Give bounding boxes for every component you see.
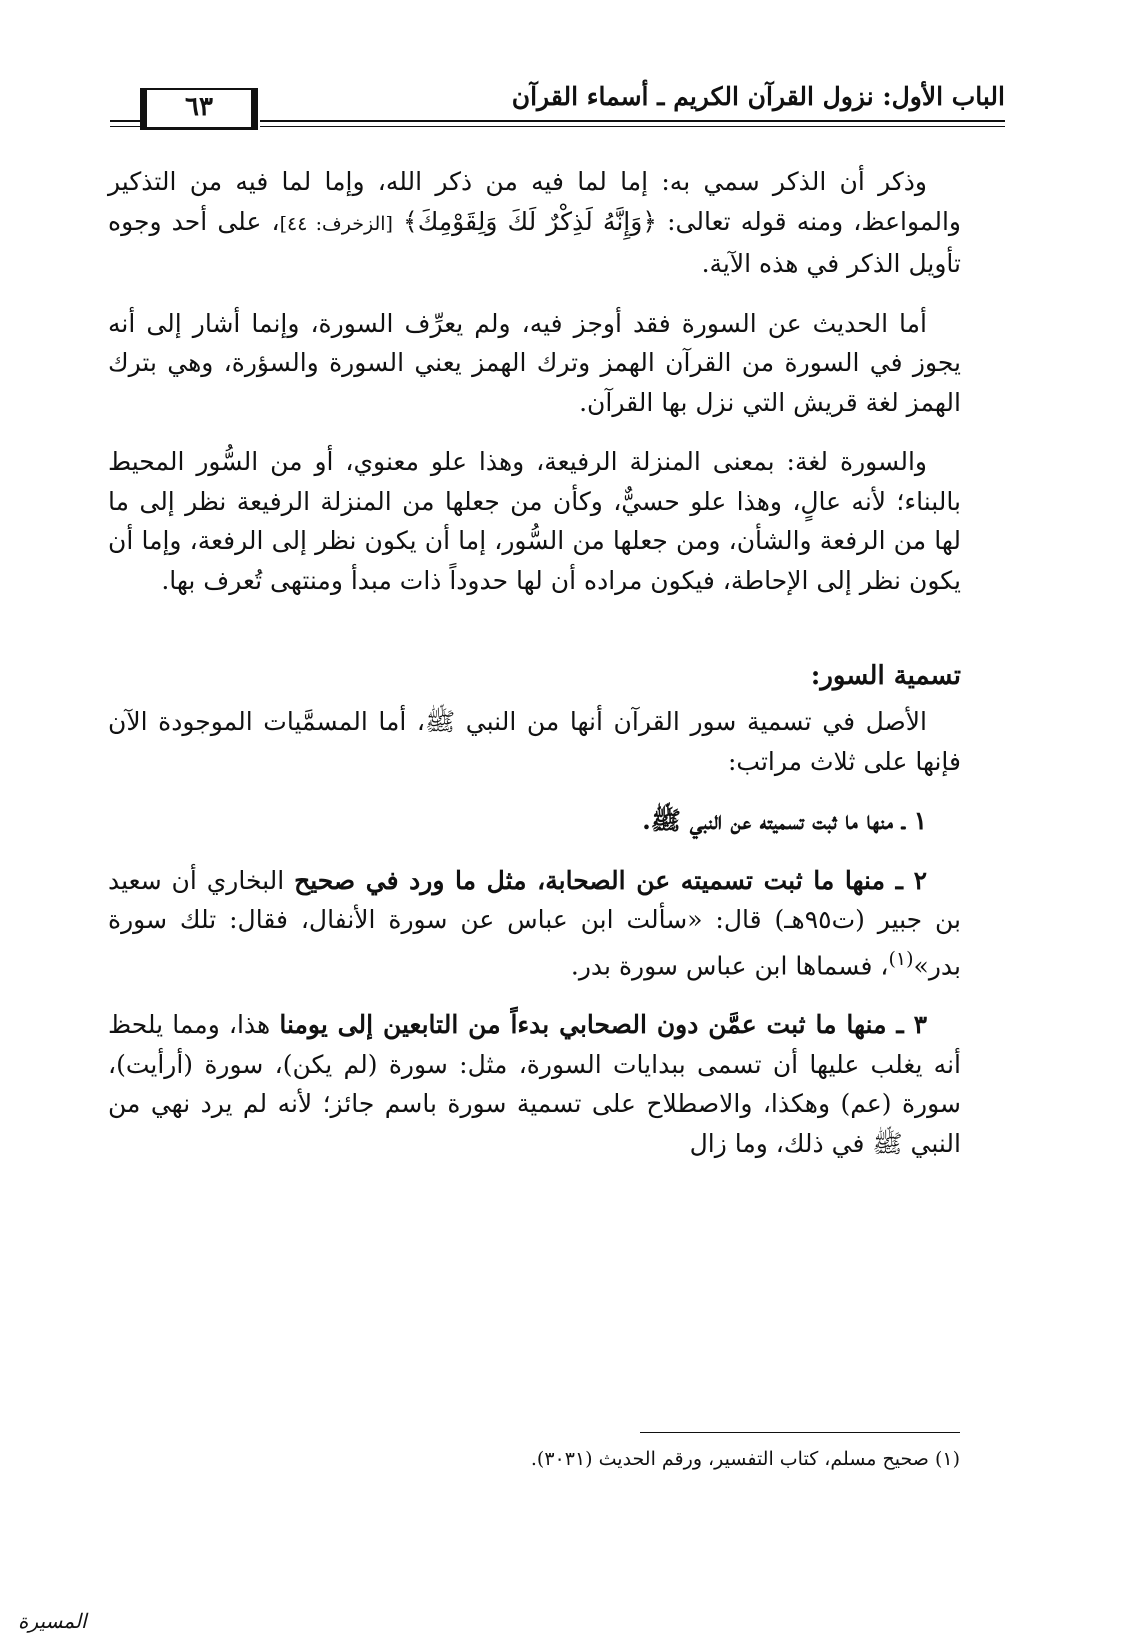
section-intro: الأصل في تسمية سور القرآن أنها من النبي ﷺ، أما المسمَّيات الموجودة الآن فإنها على ثلاث مراتب: bbox=[108, 707, 961, 776]
body-text bbox=[108, 162, 961, 1183]
section-heading: تسمية السور: bbox=[810, 661, 961, 691]
page-header bbox=[110, 78, 1005, 134]
list-item-3-lead: ٣ ـ منها ما ثبت عمَّن دون الصحابي بدءاً من التابعين إلى يومنا bbox=[279, 1010, 927, 1040]
running-title: الباب الأول: نزول القرآن الكريم ـ أسماء القرآن bbox=[511, 82, 1005, 111]
header-rule-left bbox=[110, 120, 140, 122]
logo-text: المسيرة bbox=[18, 1609, 87, 1633]
list-item-2-lead: ٢ ـ منها ما ثبت تسميته عن الصحابة، مثل ما ورد في صحيح bbox=[294, 865, 927, 895]
publisher-logo bbox=[18, 1575, 87, 1633]
list-item-3-text: هذا، ومما يلحظ أنه يغلب عليها أن تسمى ببدايات السورة، مثل: سورة (لم يكن)، سورة (أرأيت)، سورة (عم) وهكذا، والاصطلاح على تسمية سورة باسم جائز؛ لأنه لم يرد نهي من النبي ﷺ في ذلك، وما زال bbox=[108, 1010, 961, 1158]
list-item-2-text: البخاري أن سعيد بن جبير (ت٩٥هـ) قال: «سألت ابن عباس عن سورة الأنفال، فقال: تلك سورة بدر» bbox=[108, 865, 962, 980]
paragraph-2: أما الحديث عن السورة فقد أوجز فيه، ولم يعرِّف السورة، وإنما أشار إلى أنه يجوز في السورة من القرآن الهمز وترك الهمز يعني السورة والسؤرة، وهي بترك الهمز لغة قريش التي نزل بها القرآن. bbox=[108, 308, 961, 417]
page-number: ٦٣ bbox=[140, 88, 258, 130]
paragraph-1-end: ، على أحد وجوه تأويل الذكر في هذه الآية. bbox=[108, 206, 961, 278]
list-item-2-end: ، فسماها ابن عباس سورة بدر. bbox=[570, 950, 889, 980]
list-item-3 bbox=[108, 1005, 961, 1163]
paragraph-1-text: وذكر أن الذكر سمي به: إما لما فيه من ذكر الله، وإما لما فيه من التذكير والمواعظ، ومنه قوله تعالى: ﴿وَإِنَّهُ لَذِكْرٌ لَكَ وَلِقَوْمِكَ﴾ bbox=[108, 167, 961, 236]
footnote: (١) صحيح مسلم، كتاب التفسير، ورقم الحديث (٣٠٣١). bbox=[530, 1448, 960, 1470]
footnote-marker: (١) bbox=[888, 947, 914, 970]
footnote-rule bbox=[640, 1432, 960, 1433]
list-item-2 bbox=[108, 861, 961, 986]
header-rule bbox=[260, 120, 1005, 122]
list-item-1: ١ ـ منها ما ثبت تسميته عن النبي ﷺ. bbox=[642, 806, 927, 835]
header-rule-thin bbox=[260, 126, 1005, 127]
paragraph-1 bbox=[108, 162, 961, 284]
header-rule-left-thin bbox=[110, 126, 140, 127]
paragraph-3: والسورة لغة: بمعنى المنزلة الرفيعة، وهذا علو معنوي، أو من السُّور المحيط بالبناء؛ لأنه عالٍ، وهذا علو حسيٌّ، وكأن من جعلها من المنزلة الرفيعة نظر إلى ما لها من الرفعة والشأن، ومن جعلها من السُّور، إما أن يكون نظر إلى الرفعة، وإما أن يكون نظر إلى الإحاطة، فيكون مراده أن لها حدوداً ذات مبدأ ومنتهى تُعرف بها. bbox=[108, 447, 961, 595]
quran-reference: [الزخرف: ٤٤] bbox=[279, 212, 393, 235]
